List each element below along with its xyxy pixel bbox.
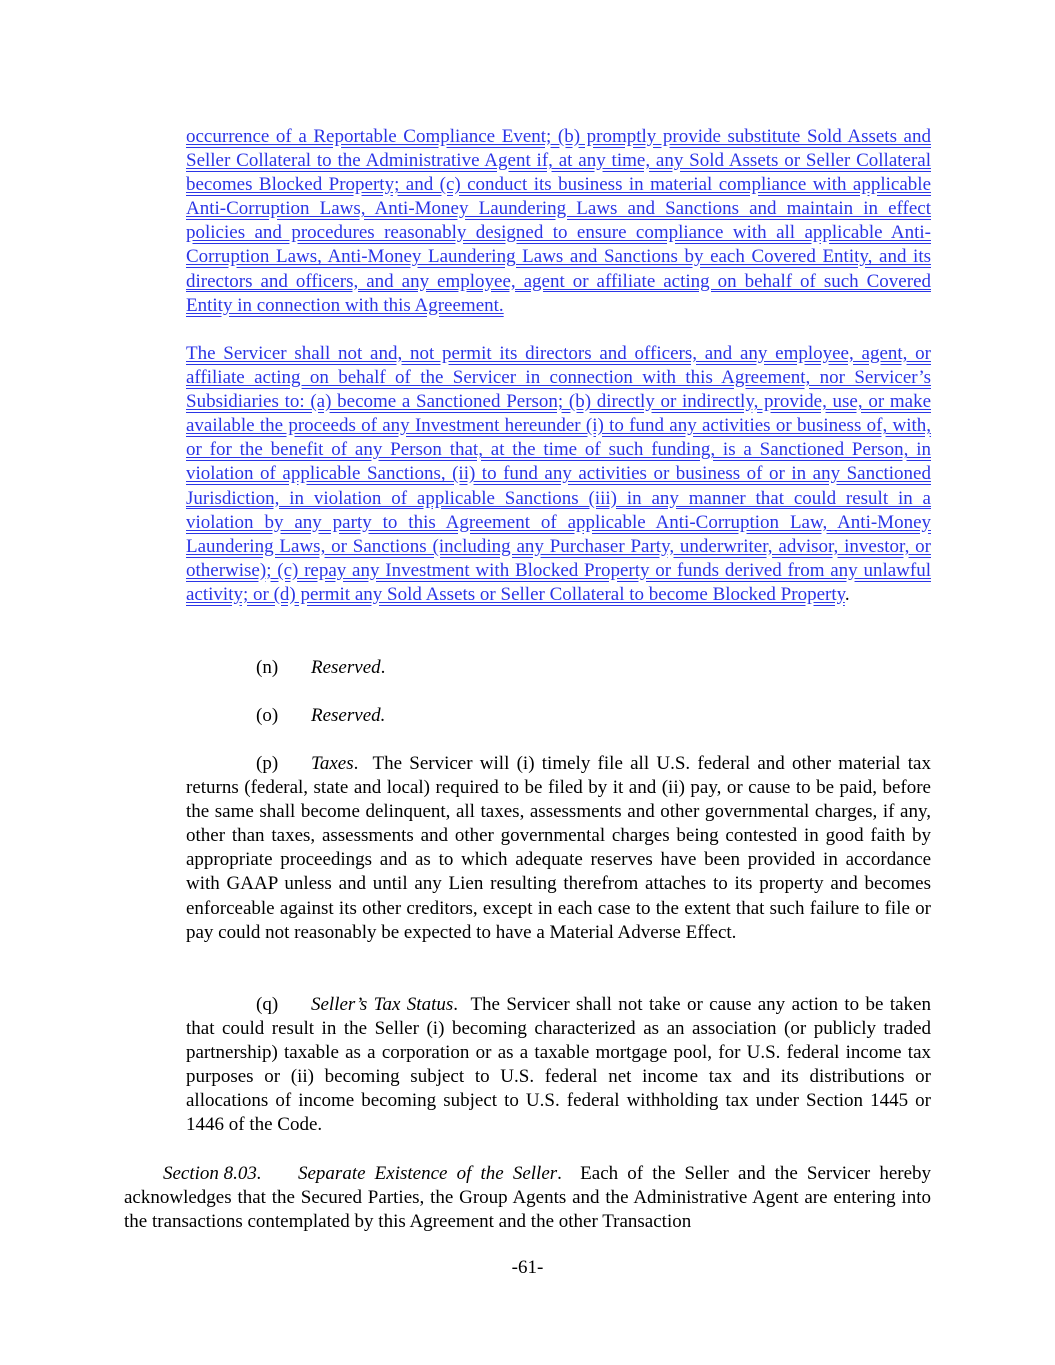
- page-number: -61-: [511, 1257, 544, 1278]
- clause-label: (o): [256, 705, 279, 726]
- section-8-03: [124, 1162, 931, 1234]
- inserted-paragraph-compliance: [186, 125, 931, 318]
- inserted-paragraph-sanctions: [186, 342, 931, 607]
- inserted-text: occurrence of a Reportable Compliance Event; (b) promptly provide substitute Sold Assets and Seller Collateral to the Administrative Agent if, at any time, any Sold Assets or Seller Collateral becomes Blocked Property; and (c) conduct its business in material compliance with applicable Anti-Corruption Laws, Anti-Money Laundering Laws and Sanctions and maintain in effect policies and procedures reasonably designed to ensure compliance with all applicable Anti-Corruption Laws, Anti-Money Laundering Laws and Sanctions by each Covered Entity, and its directors and officers, and any employee, agent or affiliate acting on behalf of such Covered Entity in connection with this Agreement.: [186, 126, 931, 316]
- clause-title-punct: .: [380, 657, 386, 678]
- clause-body: The Servicer shall not take or cause any action to be taken that could result in the Seller (i) becoming characterized as an association (or publicly traded partnership) taxable as a corporation or as a taxable mortgage pool, for U.S. federal income tax purposes or (ii) becoming subject to U.S. federal net income tax and its distributions or allocations of income becoming subject to U.S. federal withholding tax under Section 1445 or 1446 of the Code.: [186, 994, 931, 1136]
- section-title: Separate Existence of the Seller: [298, 1163, 558, 1184]
- clause-label: (p): [256, 753, 279, 774]
- section-title-punct: .: [557, 1163, 562, 1184]
- clause-label: (n): [256, 657, 279, 678]
- clause-title: Taxes: [311, 753, 354, 774]
- clause-body: The Servicer will (i) timely file all U.S. federal and other material tax returns (federal, state and local) required to be filed by it and (ii) pay, or cause to be paid, before the same shall become delinquent, all taxes, assessments and other governmental charges, if any, other than taxes, assessments and other governmental charges being contested in good faith by appropriate proceedings and as to which adequate reserves have been provided in accordance with GAAP unless and until any Lien resulting therefrom attaches to its property and becomes enforceable against its other creditors, except in each case to the extent that such failure to file or pay could not reasonably be expected to have a Material Adverse Effect.: [186, 753, 931, 943]
- paragraph-period: .: [844, 583, 850, 605]
- section-body: Each of the Seller and the Servicer hereby acknowledges that the Secured Parties, the Group Agents and the Administrative Agent are entering into the transactions contemplated by this Agreement and the other Transaction: [124, 1163, 932, 1233]
- clause-title: Seller’s Tax Status: [311, 994, 454, 1015]
- clause-q: [186, 993, 931, 1138]
- clause-label: (q): [256, 994, 279, 1015]
- clause-title: Reserved.: [311, 705, 386, 726]
- clause-title-punct: .: [353, 753, 359, 774]
- clause-n: [256, 656, 385, 680]
- clause-title: Reserved: [311, 657, 381, 678]
- clause-o: [256, 704, 385, 728]
- clause-p: [186, 752, 931, 945]
- clause-title-punct: .: [453, 994, 459, 1015]
- inserted-text: The Servicer shall not and, not permit its directors and officers, and any employee, agent, or affiliate acting on behalf of the Servicer in connection with this Agreement, nor Servicer’s Subsidiaries to: (a) become a Sanctioned Person; (b) directly or indirectly, provide, use, or make available the proceeds of any Investment hereunder (i) to fund any activities or business of, with, or for the benefit of any Person that, at the time of such funding, is a Sanctioned Person, in violation of applicable Sanctions, (ii) to fund any activities or business of or in any Sanctioned Jurisdiction, in violation of applicable Sanctions (iii) in any manner that could result in a violation by any party to this Agreement of applicable Anti-Corruption Law, Anti-Money Laundering Laws, or Sanctions (including any Purchaser Party, underwriter, advisor, investor, or otherwise); (c) repay any Investment with Blocked Property or funds derived from any unlawful activity; or (d) permit any Sold Assets or Seller Collateral to become Blocked Property: [186, 343, 931, 605]
- section-label: Section 8.03.: [163, 1163, 262, 1184]
